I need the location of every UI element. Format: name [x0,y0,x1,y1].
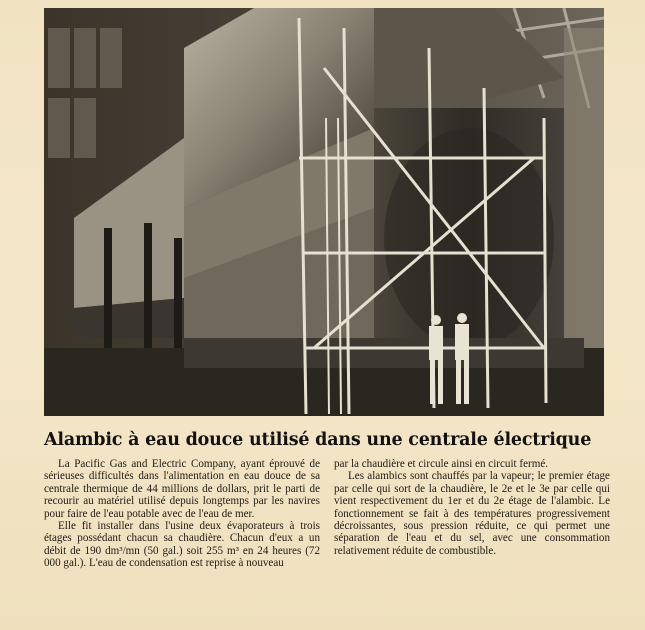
article-column-right [334,458,610,570]
paragraph: par la chaudière et circule ainsi en circuit fermé. [334,458,549,470]
photo-evaporator-scaffolding [44,8,604,416]
article-title: Alambic à eau douce utilisé dans une centrale électrique [44,430,592,450]
article-body [44,458,610,570]
paragraph: Elle fit installer dans l'usine deux évaporateurs à trois étages possédant chacun sa chaudière. Chacun d'eux a un débit de 190 dm³/mn (50 gal.) soit 255 m³ en 24 heures (72 000 gal.). L'eau de condensation est reprise à nouveau [44,520,320,570]
paragraph: La Pacific Gas and Electric Company, ayant éprouvé de sérieuses difficultés dans l'alimentation en eau douce de sa centrale thermique de 44 millions de dollars, prit le parti de recourir au matériel utilisé depuis longtemps par les navires pour faire de l'eau potable avec de l'eau de mer. [44,458,320,520]
paragraph: Les alambics sont chauffés par la vapeur; le premier étage par celle qui sort de la chaudière, le 2e et le 3e par celle qui vient respectivement du 1er et du 2e étage de l'alambic. Le fonctionnement se fait à des températures progressivement décroissantes, sous pression réduite, ce qui permet une séparation de l'eau et du sel, avec une consommation relativement réduite de combustible. [334,470,610,557]
photo-illustration [44,8,604,416]
article-column-left [44,458,320,570]
